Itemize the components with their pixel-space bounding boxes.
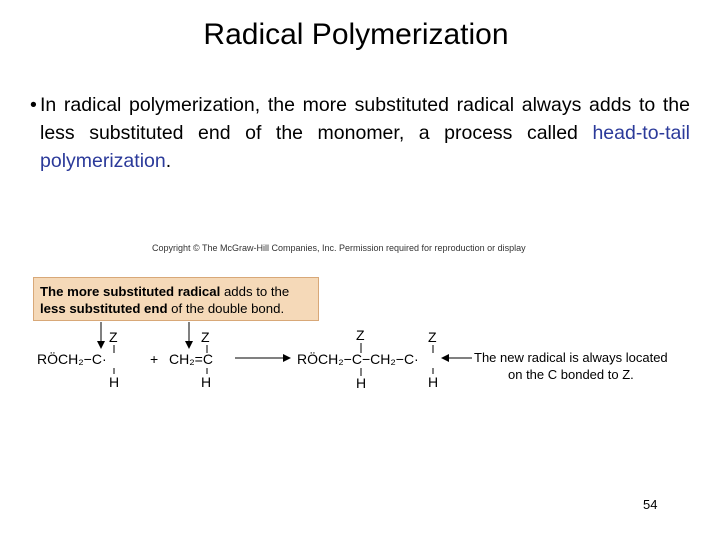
note-line-2: on the C bonded to Z. [508,367,634,382]
reactant-1-h: H [109,374,120,390]
reactant-2-z: Z [201,329,210,345]
product-z-1: Z [356,327,365,343]
bullet-text [30,91,690,175]
page-number: 54 [643,497,658,512]
bullet-text-end: . [165,150,172,172]
callout-bold-1: The more substituted radical [40,284,221,299]
bullet-point [30,91,690,175]
note-line-1: The new radical is always located [474,350,668,365]
callout-box [33,277,319,321]
product-z-2: Z [428,329,437,345]
product: RÖCH₂−C−CH₂−C· [297,351,419,367]
plus-sign: + [150,351,159,367]
reaction-scheme [0,320,720,400]
slide-title: Radical Polymerization [203,18,509,51]
reactant-1: RÖCH₂−C· [37,351,107,367]
copyright-notice: Copyright © The McGraw-Hill Companies, Inc. Permission required for reproduction or display [152,243,526,253]
callout-text-1: adds to the [220,284,290,299]
highlight-term: head-to-tail polymerization [40,122,690,172]
reactant-2: CH₂=C [169,351,213,367]
product-h-2: H [428,374,439,390]
bullet-text-main: In radical polymerization, the more substituted radical always adds to the less substituted end of the monomer, a process called [40,94,690,144]
reactant-2-h: H [201,374,212,390]
reactant-1-z: Z [109,329,118,345]
bullet-marker: • [30,94,37,116]
callout-bold-2: less substituted end [40,301,168,316]
product-h-1: H [356,375,367,391]
callout-text-2: of the double bond. [167,301,285,316]
